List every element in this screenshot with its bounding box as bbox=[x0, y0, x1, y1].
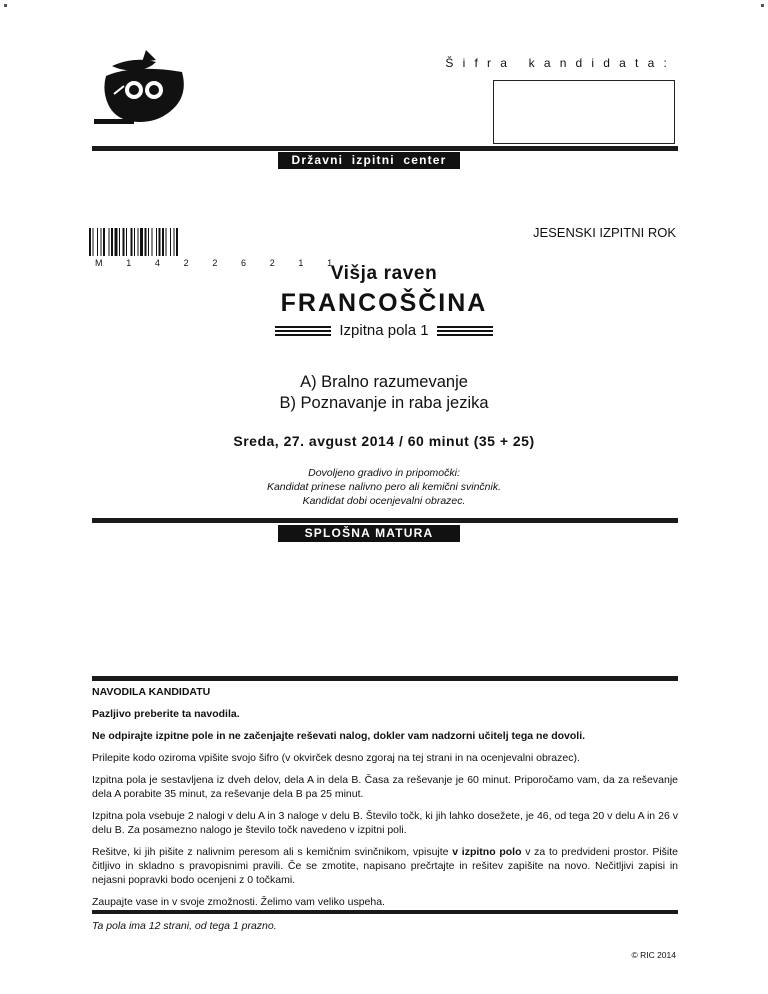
instruction-7: Zaupajte vase in v svoje zmožnosti. Želimo vam veliko uspeha. bbox=[92, 896, 385, 908]
center-name-label: Državni izpitni center bbox=[278, 152, 460, 169]
barcode-stripe bbox=[119, 228, 120, 256]
instructions-divider bbox=[92, 676, 678, 681]
instruction-3: Prilepite kodo oziroma vpišite svojo šifro (v okvirček desno zgoraj na tej strani in na ocenjevalni obrazec). bbox=[92, 752, 580, 764]
allowed-line-3: Kandidat dobi ocenjevalni obrazec. bbox=[302, 495, 466, 507]
barcode-stripe bbox=[156, 228, 157, 256]
barcode-stripe bbox=[134, 228, 135, 256]
instruction-6-text-a: Rešitve, ki jih pišite z nalivnim peresom ali s kemičnim svinčnikom, vpisujte bbox=[92, 846, 453, 858]
part-a: A) Bralno razumevanje bbox=[300, 373, 468, 391]
footer-divider bbox=[92, 910, 678, 914]
barcode-stripe bbox=[123, 228, 125, 256]
copyright: © RIC 2014 bbox=[631, 950, 676, 960]
decorative-lines-right bbox=[437, 324, 493, 338]
barcode-stripe bbox=[159, 228, 161, 256]
barcode-stripe bbox=[145, 228, 147, 256]
matura-divider bbox=[92, 518, 678, 523]
exam-subject: FRANCOŠČINA bbox=[280, 289, 488, 317]
barcode-stripe bbox=[131, 228, 133, 256]
crop-mark bbox=[761, 4, 764, 7]
instruction-6 bbox=[92, 845, 678, 887]
allowed-line-1: Dovoljeno gradivo in pripomočki: bbox=[308, 467, 460, 479]
instruction-5: Izpitna pola vsebuje 2 nalogi v delu A in 3 naloge v delu B. Število točk, ki jih lahko dosežete, je 46, od tega 20 v delu A in 26 v delu B. Za posamezno nalogo je število točk navedeno v izpitni poli. bbox=[92, 810, 678, 836]
barcode-stripe bbox=[109, 228, 110, 256]
barcode-stripe bbox=[174, 228, 175, 256]
barcode-stripe bbox=[115, 228, 118, 256]
barcode-stripe bbox=[138, 228, 139, 256]
barcode-stripe bbox=[162, 228, 164, 256]
barcode-stripe bbox=[152, 228, 153, 256]
candidate-code-label: Šifra kandidata: bbox=[445, 56, 676, 70]
barcode-stripe bbox=[101, 228, 102, 256]
exam-date: Sreda, 27. avgust 2014 / 60 minut (35 + 25) bbox=[233, 433, 535, 449]
barcode bbox=[89, 228, 249, 261]
barcode-stripe bbox=[148, 228, 149, 256]
crop-mark bbox=[4, 4, 7, 7]
candidate-code-box[interactable] bbox=[493, 80, 675, 144]
barcode-stripe bbox=[170, 228, 171, 256]
instruction-4: Izpitna pola je sestavljena iz dveh delov, dela A in dela B. Časa za reševanje je 60 minut. Priporočamo vam, da za reševanje dela A porabite 35 minut, za reševanje dela B pa 25 minut. bbox=[92, 774, 678, 800]
allowed-materials bbox=[0, 466, 768, 508]
instructions bbox=[92, 685, 678, 917]
barcode-stripe bbox=[126, 228, 127, 256]
instruction-6-bold: v izpitno polo bbox=[452, 846, 522, 858]
barcode-stripe bbox=[97, 228, 98, 256]
paper-title-row bbox=[0, 322, 768, 339]
barcode-digits: M 1 4 2 2 6 2 1 1 bbox=[95, 258, 343, 268]
barcode-stripe bbox=[93, 228, 94, 256]
exam-level: Višja raven bbox=[330, 263, 438, 284]
barcode-stripe bbox=[89, 228, 91, 256]
exam-term: JESENSKI IZPITNI ROK bbox=[532, 225, 676, 240]
paper-title: Izpitna pola 1 bbox=[339, 322, 429, 339]
owl-logo-icon bbox=[94, 46, 189, 133]
header-divider bbox=[92, 146, 678, 151]
exam-parts bbox=[0, 372, 768, 414]
instruction-6-text-c: v za to predvideni prostor. Pišite čitljivo in skladno s pravopisnimi pravili. Če se zmotite, napisano prečrtajte in rešitev zapišite na novo. Nečitljivi zapisi in nejasni popravki bodo ocenjeni z 0 točkami. bbox=[92, 846, 678, 886]
pages-note: Ta pola ima 12 strani, od tega 1 prazno. bbox=[92, 920, 277, 932]
matura-label: SPLOŠNA MATURA bbox=[278, 525, 460, 542]
barcode-stripe bbox=[140, 228, 143, 256]
instruction-2: Ne odpirajte izpitne pole in ne začenjajte reševati nalog, dokler vam nadzorni učitelj tega ne dovoli. bbox=[92, 730, 586, 742]
barcode-stripe bbox=[103, 228, 105, 256]
decorative-lines-left bbox=[275, 324, 331, 338]
allowed-line-2: Kandidat prinese nalivno pero ali kemični svinčnik. bbox=[266, 481, 502, 493]
part-b: B) Poznavanje in raba jezika bbox=[279, 394, 489, 412]
instructions-title: NAVODILA KANDIDATU bbox=[92, 686, 211, 698]
barcode-stripe bbox=[176, 228, 178, 256]
barcode-stripe bbox=[111, 228, 113, 256]
barcode-stripe bbox=[166, 228, 167, 256]
instruction-1: Pazljivo preberite ta navodila. bbox=[92, 708, 240, 720]
